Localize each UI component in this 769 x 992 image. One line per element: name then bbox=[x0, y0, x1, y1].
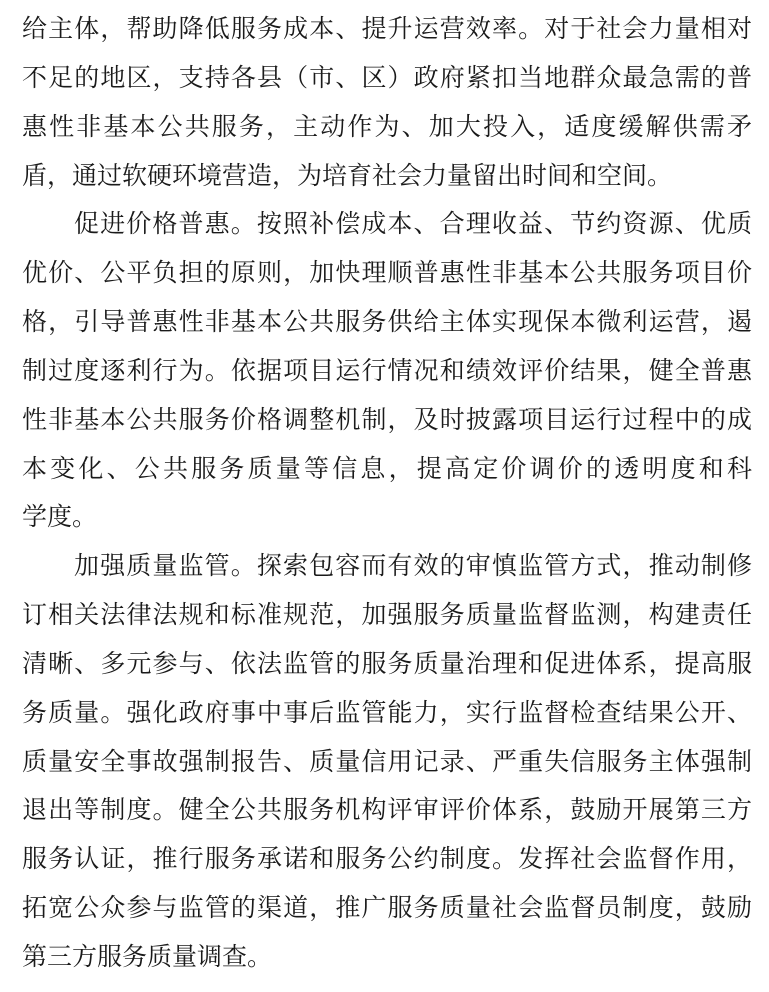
paragraph-2-line-2: 优价、公平负担的原则，加快理顺普惠性非基本公共服务项目价 bbox=[22, 258, 752, 287]
paragraph-2-line-4: 制过度逐利行为。依据项目运行情况和绩效评价结果，健全普惠 bbox=[22, 356, 752, 385]
paragraph-1-line-1: 给主体，帮助降低服务成本、提升运营效率。对于社会力量相对 bbox=[22, 14, 752, 43]
paragraph-3-line-8: 拓宽公众参与监管的渠道，推广服务质量社会监督员制度，鼓励 bbox=[22, 893, 752, 922]
paragraph-2-line-3: 格，引导普惠性非基本公共服务供给主体实现保本微利运营，遏 bbox=[22, 307, 752, 336]
paragraph-1-line-2: 不足的地区，支持各县（市、区）政府紧扣当地群众最急需的普 bbox=[22, 63, 752, 92]
paragraph-3-line-5: 质量安全事故强制报告、质量信用记录、严重失信服务主体强制 bbox=[22, 747, 752, 776]
paragraph-3-line-3: 清晰、多元参与、依法监管的服务质量治理和促进体系，提高服 bbox=[22, 649, 752, 678]
paragraph-3-line-1: 加强质量监管。探索包容而有效的审慎监管方式，推动制修 bbox=[74, 551, 752, 580]
paragraph-3-line-4: 务质量。强化政府事中事后监管能力，实行监督检查结果公开、 bbox=[22, 698, 752, 727]
paragraph-1-line-3: 惠性非基本公共服务，主动作为、加大投入，适度缓解供需矛 bbox=[22, 112, 752, 141]
paragraph-2-line-6: 本变化、公共服务质量等信息，提高定价调价的透明度和科 bbox=[22, 454, 752, 483]
paragraph-2-line-5: 性非基本公共服务价格调整机制，及时披露项目运行过程中的成 bbox=[22, 405, 752, 434]
paragraph-3-line-2: 订相关法律法规和标准规范，加强服务质量监督监测，构建责任 bbox=[22, 600, 752, 629]
paragraph-2-line-7: 学度。 bbox=[22, 502, 98, 531]
paragraph-2-line-1: 促进价格普惠。按照补偿成本、合理收益、节约资源、优质 bbox=[74, 209, 752, 238]
paragraph-3-line-7: 服务认证，推行服务承诺和服务公约制度。发挥社会监督作用， bbox=[22, 844, 752, 873]
paragraph-1-line-4: 盾，通过软硬环境营造，为培育社会力量留出时间和空间。 bbox=[22, 161, 673, 190]
paragraph-3-line-6: 退出等制度。健全公共服务机构评审评价体系，鼓励开展第三方 bbox=[22, 795, 752, 824]
paragraph-3-line-9: 第三方服务质量调查。 bbox=[22, 942, 273, 971]
